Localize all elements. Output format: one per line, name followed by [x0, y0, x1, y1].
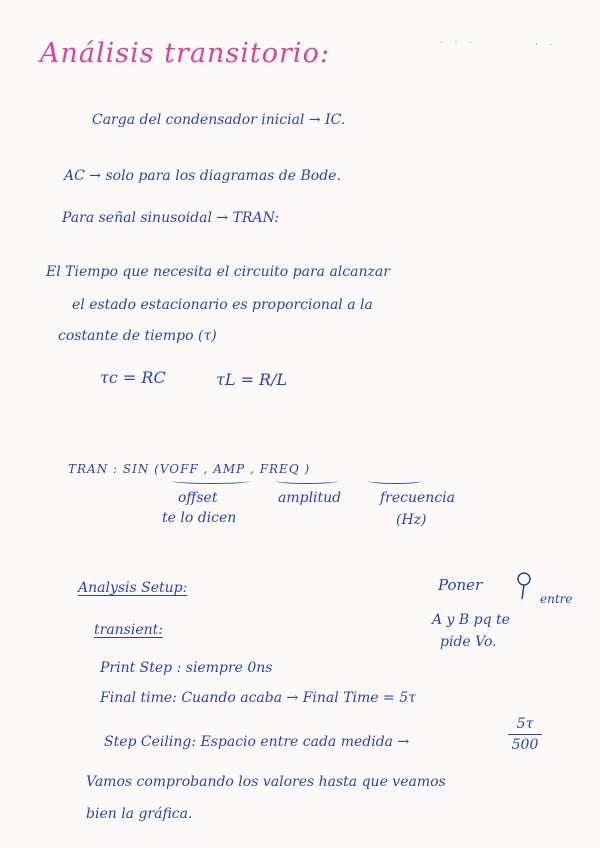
line-ac: AC → solo para los diagramas de Bode.: [64, 168, 341, 184]
brace-offset: [172, 478, 250, 484]
step-ceiling-line: Step Ceiling: Espacio entre cada medida →: [104, 734, 410, 750]
fraction-denominator: 500: [511, 737, 539, 753]
brace-freq: [368, 478, 422, 484]
analysis-setup-heading: Analysis Setup:: [78, 580, 188, 596]
step-ceiling-fraction: [508, 716, 542, 753]
page-title: Análisis transitorio:: [40, 38, 330, 69]
fraction-bar: [508, 734, 542, 735]
vamos-line-2: bien la gráfica.: [86, 806, 193, 822]
ayb-note: A y B pq te: [432, 612, 510, 628]
label-frecuencia: frecuencia: [380, 490, 455, 506]
pide-note: pide Vo.: [440, 634, 497, 650]
bleed-dots-2: · ·: [535, 40, 557, 51]
fraction-numerator: 5τ: [516, 716, 534, 732]
vamos-line-1: Vamos comprobando los valores hasta que veamos: [86, 774, 446, 790]
line-carga: Carga del condensador inicial → IC.: [92, 112, 346, 128]
label-amplitud: amplitud: [278, 490, 342, 506]
probe-icon: [514, 570, 534, 600]
label-hz: (Hz): [396, 512, 427, 528]
entre-note: entre: [540, 592, 573, 606]
line-tiempo: El Tiempo que necesita el circuito para alcanzar: [46, 264, 390, 280]
line-tran: Para señal sinusoidal → TRAN:: [62, 210, 280, 226]
tau-c: τc = RC: [100, 368, 166, 387]
line-costante: costante de tiempo (τ): [58, 328, 217, 344]
final-time-line: Final time: Cuando acaba → Final Time = 5τ: [100, 690, 416, 706]
label-offset: offset: [178, 490, 218, 506]
poner-note: Poner: [438, 576, 483, 594]
bleed-dots: · · ·: [440, 38, 476, 49]
tran-sin-line: TRAN : SIN (VOFF , AMP , FREQ ): [68, 462, 311, 476]
label-te-lo-dicen: te lo dicen: [162, 510, 237, 526]
brace-amp: [276, 478, 338, 484]
tau-l: τL = R/L: [216, 370, 288, 389]
transient-heading: transient:: [94, 622, 163, 638]
line-estado: el estado estacionario es proporcional a la: [72, 297, 373, 313]
print-step-line: Print Step : siempre 0ns: [100, 660, 273, 676]
